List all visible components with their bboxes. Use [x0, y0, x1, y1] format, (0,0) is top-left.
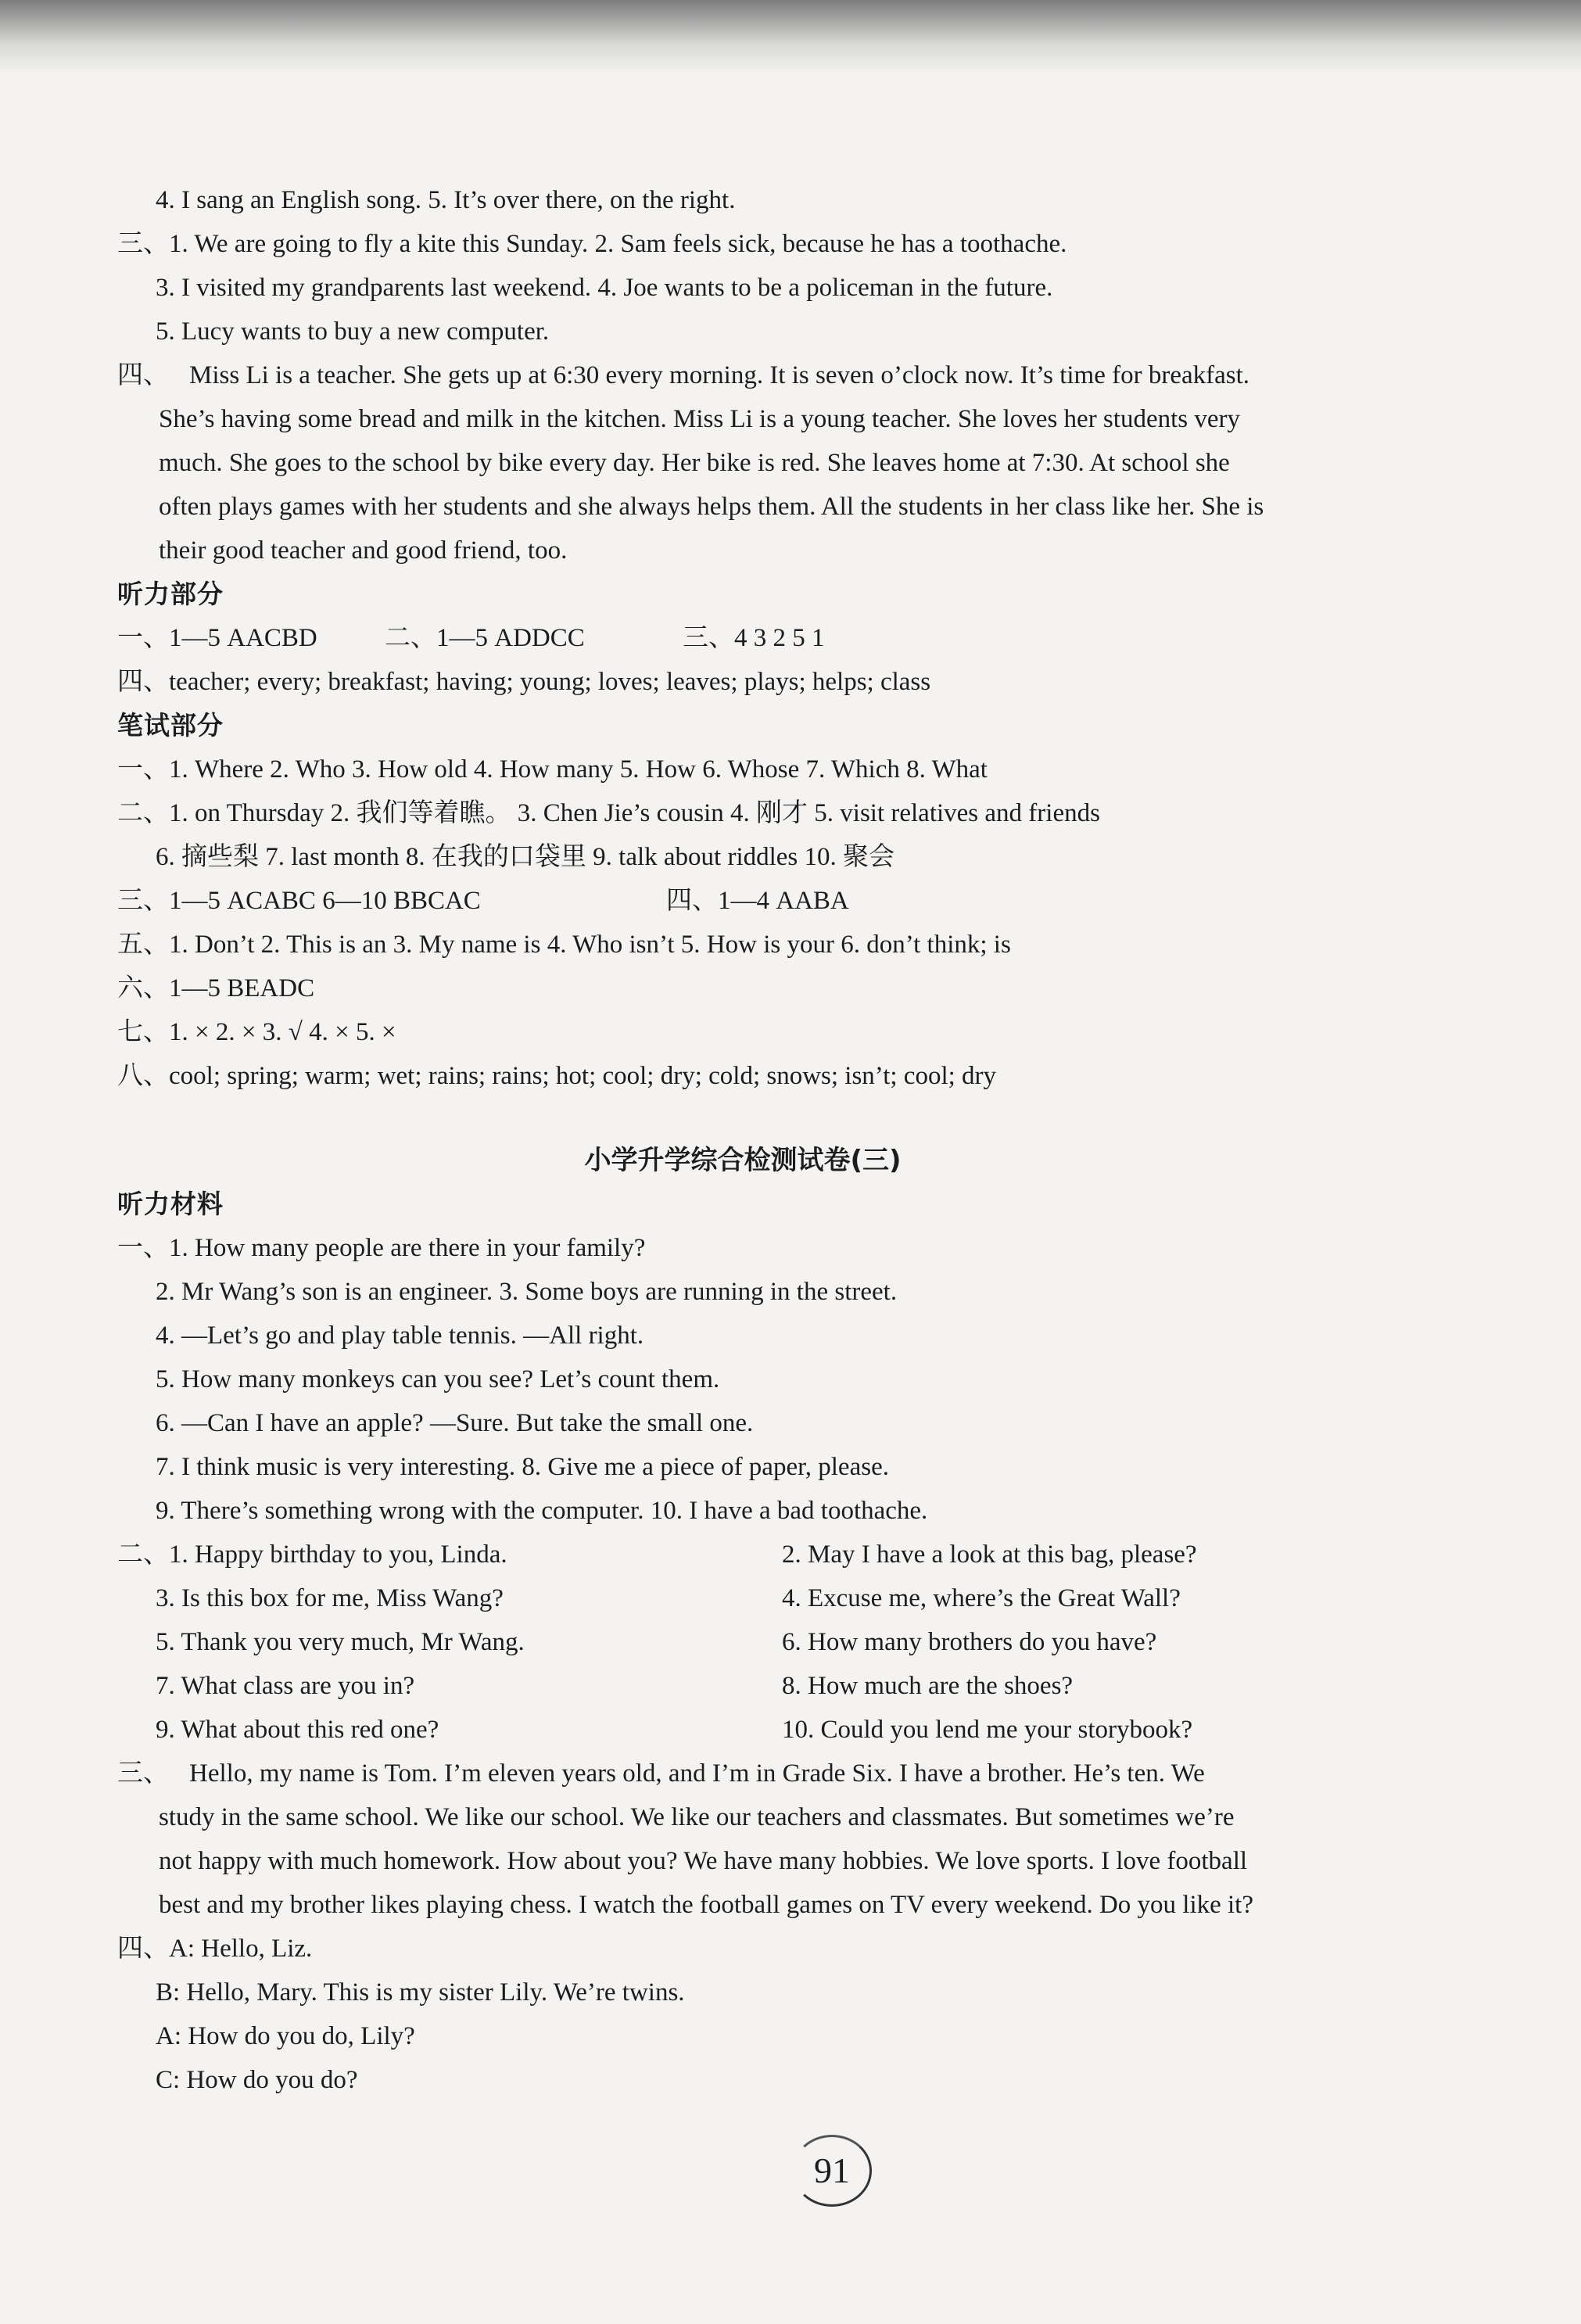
- paragraph-line: best and my brother likes playing chess. I watch the football games on TV every weekend. Do you like it?: [159, 1891, 1254, 1919]
- script-line: 5. How many monkeys can you see? Let’s count them.: [156, 1365, 720, 1393]
- answer-line: [117, 353, 1368, 397]
- answer-line: 七、1. × 2. × 3. √ 4. × 5. ×: [117, 1018, 396, 1046]
- script-text: 1. How many people are there in your family?: [169, 1234, 646, 1262]
- paragraph-line: She’s having some bread and milk in the kitchen. Miss Li is a young teacher. She loves her students very: [159, 405, 1240, 433]
- script-text: 3. Is this box for me, Miss Wang?: [156, 1584, 504, 1612]
- answer-line: [117, 616, 1368, 660]
- script-line: 9. There’s something wrong with the computer. 10. I have a bad toothache.: [156, 1497, 928, 1525]
- section-marker: 一、: [117, 1234, 169, 1262]
- dialogue-line: C: How do you do?: [156, 2066, 358, 2094]
- answer-text: 二、1—5 ADDCC: [385, 624, 585, 652]
- paragraph-line: much. She goes to the school by bike every day. Her bike is red. She leaves home at 7:30. At school she: [159, 449, 1230, 477]
- answer-line: [117, 222, 1368, 266]
- script-line: [117, 1576, 1368, 1620]
- page-number: 91: [792, 2135, 872, 2207]
- paragraph-line: study in the same school. We like our school. We like our teachers and classmates. But sometimes we’re: [159, 1803, 1235, 1831]
- script-line: 4. —Let’s go and play table tennis. —All right.: [156, 1322, 644, 1350]
- section-marker: 三、: [117, 230, 169, 258]
- answer-text: 三、4 3 2 5 1: [683, 624, 825, 652]
- test-paper-title: 小学升学综合检测试卷(三): [584, 1145, 902, 1176]
- paragraph-text: Hello, my name is Tom. I’m eleven years old, and I’m in Grade Six. I have a brother. He’s ten. We: [189, 1759, 1205, 1788]
- answer-text: 1. We are going to fly a kite this Sunday. 2. Sam feels sick, because he has a toothache.: [169, 230, 1067, 258]
- script-line: [117, 1620, 1368, 1664]
- answer-line: 3. I visited my grandparents last weekend. 4. Joe wants to be a policeman in the future.: [156, 274, 1053, 302]
- section-marker: 四、: [117, 1935, 169, 1963]
- answer-page: [117, 178, 1368, 2102]
- answer-line: 6. 摘些梨 7. last month 8. 在我的口袋里 9. talk about riddles 10. 聚会: [156, 843, 895, 871]
- scan-top-shadow: [0, 0, 1581, 74]
- script-line: [117, 1533, 1368, 1576]
- paragraph-text: Miss Li is a teacher. She gets up at 6:30 every morning. It is seven o’clock now. It’s time for breakfast.: [189, 361, 1250, 389]
- script-text: 2. May I have a look at this bag, please?: [782, 1540, 1197, 1569]
- answer-line: 四、teacher; every; breakfast; having; young; loves; leaves; plays; helps; class: [117, 668, 931, 696]
- script-text: 4. Excuse me, where’s the Great Wall?: [782, 1584, 1181, 1612]
- answer-line: 4. I sang an English song. 5. It’s over there, on the right.: [156, 186, 736, 214]
- script-line: 7. I think music is very interesting. 8. Give me a piece of paper, please.: [156, 1453, 889, 1481]
- script-text: 8. How much are the shoes?: [782, 1672, 1074, 1700]
- script-line: [117, 1708, 1368, 1752]
- answer-line: [117, 879, 1368, 923]
- answer-text: 四、1—4 AABA: [666, 887, 849, 915]
- answer-line: 二、1. on Thursday 2. 我们等着瞧。 3. Chen Jie’s cousin 4. 刚才 5. visit relatives and friends: [117, 799, 1100, 827]
- answer-text: 三、1—5 ACABC 6—10 BBCAC: [117, 887, 481, 915]
- script-text: 1. Happy birthday to you, Linda.: [169, 1540, 507, 1569]
- section-heading: 听力部分: [117, 579, 224, 609]
- script-line: [117, 1226, 1368, 1270]
- dialogue-line: [117, 1927, 1368, 1971]
- script-line: 6. —Can I have an apple? —Sure. But take the small one.: [156, 1409, 754, 1437]
- paragraph-line: their good teacher and good friend, too.: [159, 536, 568, 565]
- answer-line: 5. Lucy wants to buy a new computer.: [156, 317, 550, 346]
- section-marker: 二、: [117, 1540, 169, 1569]
- script-text: 7. What class are you in?: [156, 1672, 415, 1700]
- dialogue-line: B: Hello, Mary. This is my sister Lily. We’re twins.: [156, 1978, 685, 2007]
- script-line: [117, 1752, 1368, 1795]
- section-heading: 听力材料: [117, 1189, 224, 1219]
- script-text: 5. Thank you very much, Mr Wang.: [156, 1628, 525, 1656]
- script-line: [117, 1664, 1368, 1708]
- answer-line: 六、1—5 BEADC: [117, 974, 315, 1002]
- answer-text: 一、1—5 AACBD: [117, 624, 317, 652]
- paragraph-line: often plays games with her students and she always helps them. All the students in her class like her. She is: [159, 493, 1264, 521]
- section-heading: 笔试部分: [117, 710, 224, 741]
- script-text: 10. Could you lend me your storybook?: [782, 1716, 1193, 1744]
- paragraph-line: not happy with much homework. How about you? We have many hobbies. We love sports. I love football: [159, 1847, 1248, 1875]
- script-text: 6. How many brothers do you have?: [782, 1628, 1157, 1656]
- section-marker: 三、: [117, 1759, 169, 1788]
- dialogue-line: A: How do you do, Lily?: [156, 2022, 415, 2050]
- script-line: 2. Mr Wang’s son is an engineer. 3. Some boys are running in the street.: [156, 1278, 898, 1306]
- answer-line: 八、cool; spring; warm; wet; rains; rains; hot; cool; dry; cold; snows; isn’t; cool; dry: [117, 1062, 997, 1090]
- section-marker: 四、: [117, 361, 169, 389]
- dialogue-text: A: Hello, Liz.: [169, 1935, 313, 1963]
- script-text: 9. What about this red one?: [156, 1716, 439, 1744]
- answer-line: 五、1. Don’t 2. This is an 3. My name is 4. Who isn’t 5. How is your 6. don’t think; is: [117, 931, 1011, 959]
- answer-line: 一、1. Where 2. Who 3. How old 4. How many 5. How 6. Whose 7. Which 8. What: [117, 755, 988, 784]
